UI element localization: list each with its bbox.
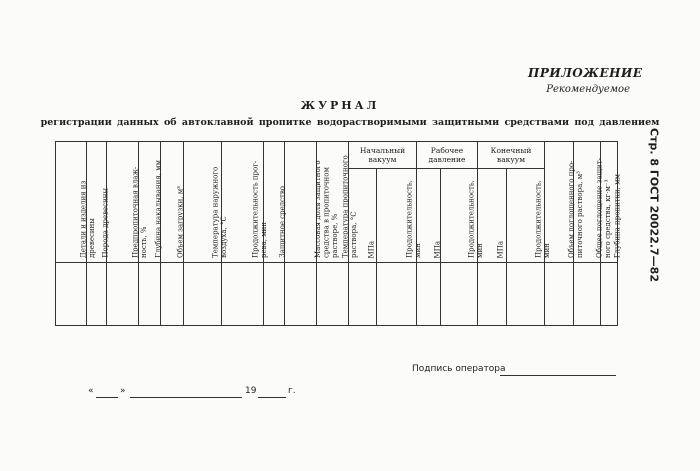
subcolumn-header: Продолжительность, мин <box>441 169 478 263</box>
date-year-suffix: г. <box>288 386 296 396</box>
table-cell[interactable] <box>285 263 317 326</box>
column-header: Температура пропиточного раствора, °С <box>317 142 349 263</box>
date-month-blank[interactable] <box>130 397 242 398</box>
table-cell[interactable] <box>574 263 601 326</box>
margin-reference <box>645 55 663 355</box>
subcolumn-header: Продолжительность, мин <box>507 169 545 263</box>
subcolumn-header: МПа <box>478 169 507 263</box>
column-header: Массовая доля защитного средства в пропиточном растворе, % <box>285 142 317 263</box>
column-header: Объем поглощенного про- питочного раствора, м³ <box>545 142 574 263</box>
group-header-initial-vacuum: Начальный вакуум <box>349 142 417 169</box>
journal-title: ЖУРНАЛ <box>300 99 380 112</box>
column-header: Порода древесины <box>87 142 107 263</box>
table-cell[interactable] <box>107 263 139 326</box>
table-cell[interactable] <box>349 263 377 326</box>
operator-signature-line[interactable] <box>500 375 616 376</box>
date-year-prefix: 19 <box>245 386 257 396</box>
table-cell[interactable] <box>601 263 618 326</box>
table-cell[interactable] <box>545 263 574 326</box>
column-header: Температура наружного воздуха, °С <box>184 142 222 263</box>
table-cell[interactable] <box>264 263 285 326</box>
appendix-note: Рекомендуемое <box>546 84 630 95</box>
group-header-final-vacuum: Конечный вакуум <box>478 142 545 169</box>
operator-signature-label: Подпись оператора <box>412 364 506 374</box>
table-cell[interactable] <box>441 263 478 326</box>
column-header: Глубина накалывания, мм <box>139 142 161 263</box>
table-cell[interactable] <box>139 263 161 326</box>
table-cell[interactable] <box>56 263 87 326</box>
table-cell[interactable] <box>417 263 441 326</box>
subcolumn-header: Продолжительность, мин <box>377 169 417 263</box>
table-row <box>56 263 618 326</box>
column-header: Продолжительность прог- рева, мин <box>222 142 264 263</box>
table-cell[interactable] <box>87 263 107 326</box>
column-header: Общее поглощение защит- ного средства, кг·м⁻³ <box>574 142 601 263</box>
column-header: Объем загрузки, м³ <box>161 142 184 263</box>
table-cell[interactable] <box>184 263 222 326</box>
journal-table <box>55 141 622 326</box>
group-header-working-pressure: Рабочее давление <box>417 142 478 169</box>
journal-subtitle: регистрации данных об автоклавной пропитке водорастворимыми защитными средствами под давлением <box>40 117 660 128</box>
date-quote-open: « <box>88 386 94 396</box>
subcolumn-header: МПа <box>349 169 377 263</box>
subcolumn-header: МПа <box>417 169 441 263</box>
table-cell[interactable] <box>507 263 545 326</box>
table-cell[interactable] <box>478 263 507 326</box>
margin-reference-text: Стр. 8 ГОСТ 20022.7—82 <box>647 128 661 282</box>
appendix-title: ПРИЛОЖЕНИЕ <box>528 66 643 80</box>
date-day-blank[interactable] <box>96 397 118 398</box>
column-header: Глубина пропитки, мм <box>601 142 618 263</box>
column-header: Защитное средство <box>264 142 285 263</box>
column-header: Детали и изделия из древесины <box>56 142 87 263</box>
table-cell[interactable] <box>377 263 417 326</box>
table-cell[interactable] <box>161 263 184 326</box>
table-cell[interactable] <box>222 263 264 326</box>
date-quote-close: » <box>120 386 126 396</box>
table-cell[interactable] <box>317 263 349 326</box>
date-year-blank[interactable] <box>258 397 286 398</box>
column-header: Предпропиточная влаж- ность, % <box>107 142 139 263</box>
date-line <box>88 386 308 402</box>
